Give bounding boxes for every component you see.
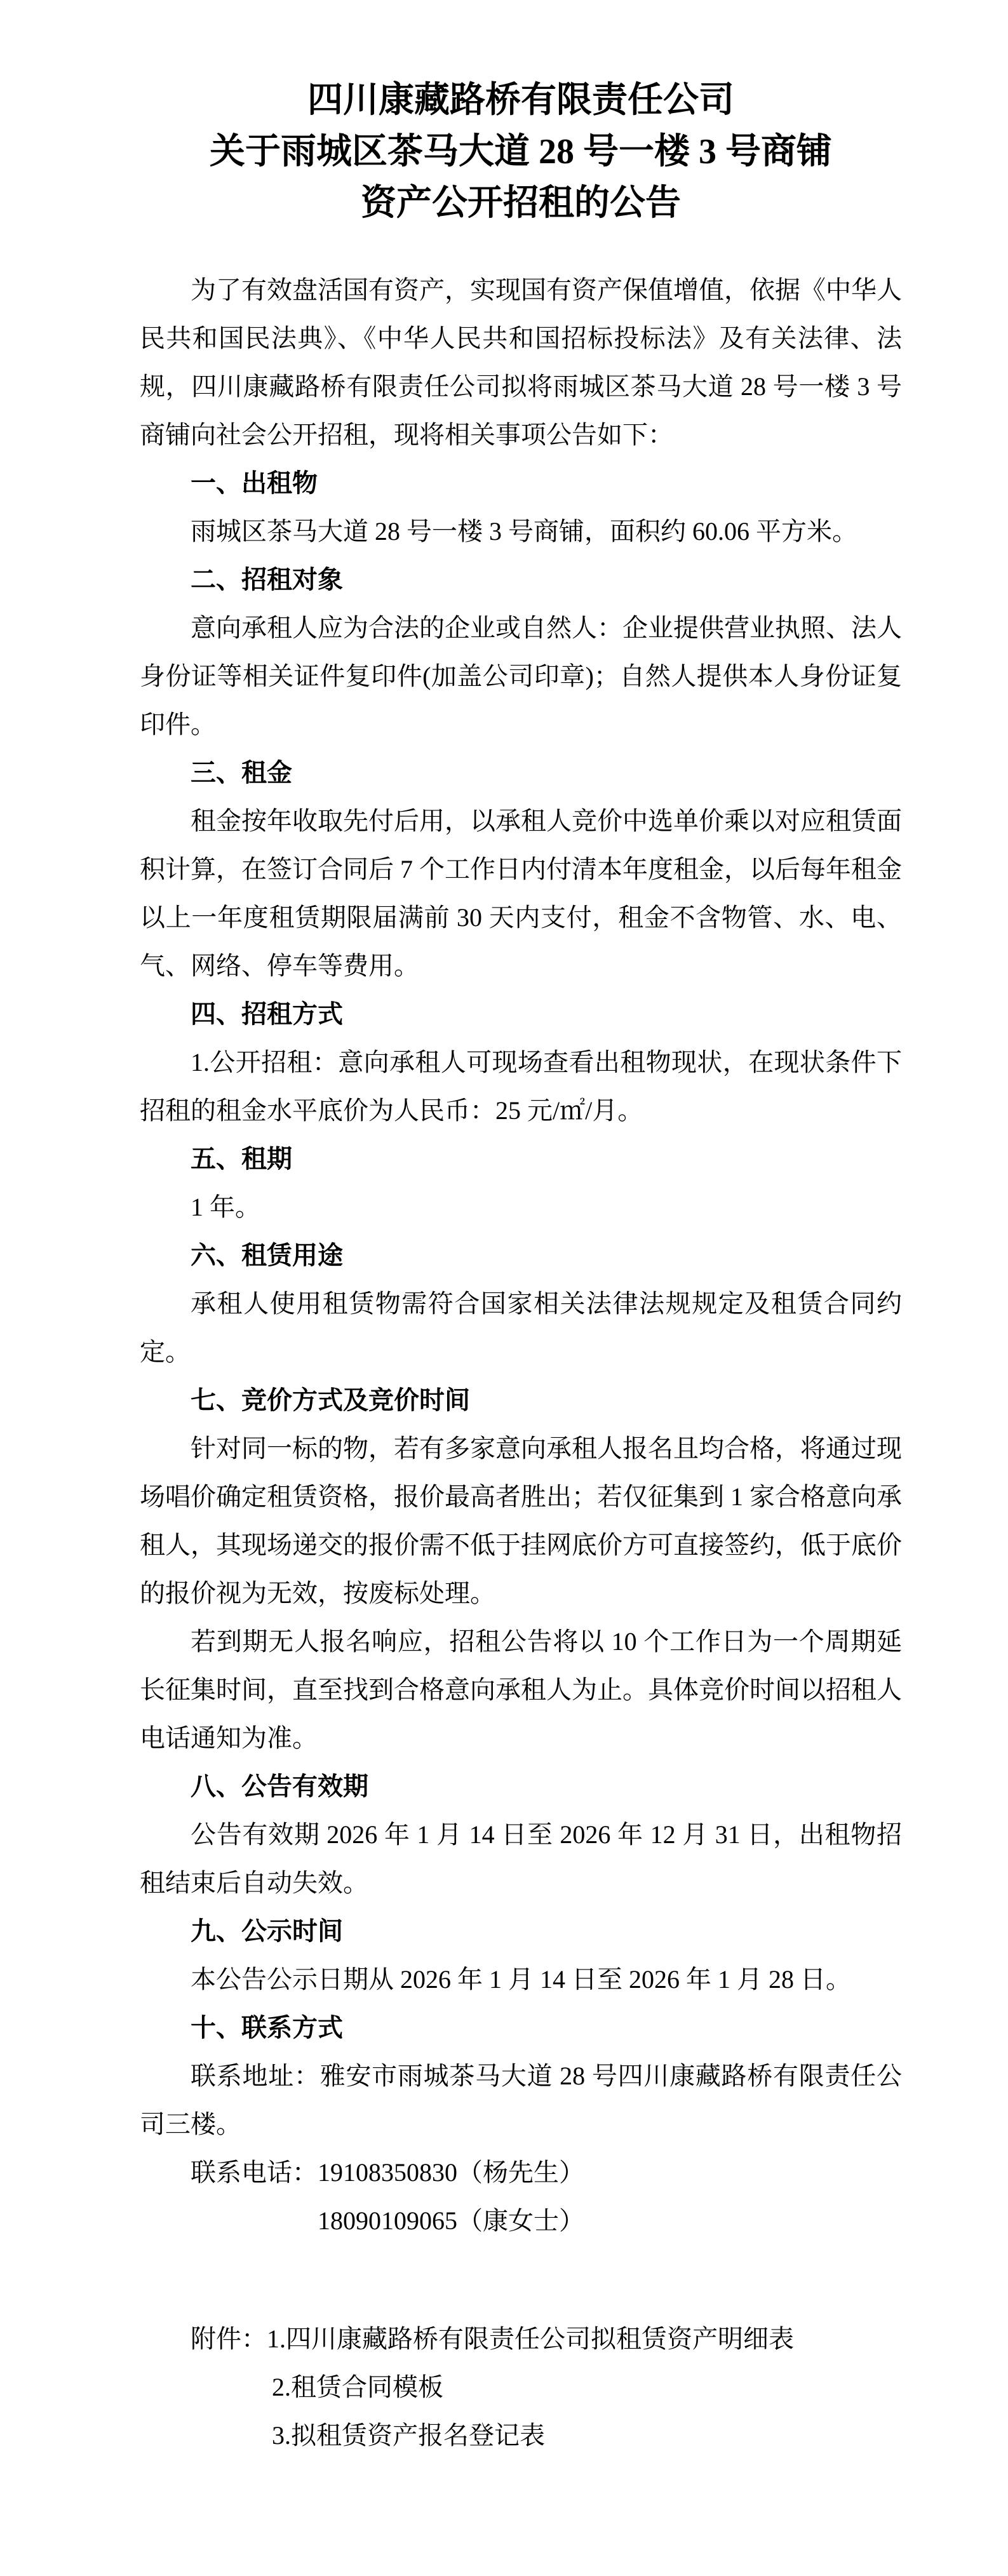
section-heading-lease-term: 五、租期: [191, 1145, 292, 1173]
intro-paragraph: 为了有效盘活国有资产，实现国有资产保值增值，依据《中华人民共和国民法典》、《中华人民共和国招标投标法》及有关法律、法规，四川康藏路桥有限责任公司拟将雨城区茶马大道 28 号一楼 3 号商铺向社会公开招租，现将相关事项公告如下：: [140, 276, 902, 449]
section-paragraph-lease-use: 承租人使用租赁物需符合国家相关法律法规规定及租赁合同约定。: [140, 1289, 902, 1366]
section-heading-publicity-period: 九、公示时间: [191, 1917, 343, 1945]
section-paragraph-validity-period: 公告有效期 2026 年 1 月 14 日至 2026 年 12 月 31 日，出租物招租结束后自动失效。: [140, 1820, 902, 1897]
section-heading-rental-method: 四、招租方式: [191, 1000, 343, 1028]
contact-address-line: 联系地址：雅安市雨城茶马大道 28 号四川康藏路桥有限责任公司三楼。: [140, 2062, 902, 2138]
section-heading-validity-period: 八、公告有效期: [191, 1773, 368, 1801]
attachment-line-2: 2.租赁合同模板: [272, 2373, 443, 2401]
title-line-type: 资产公开招租的公告: [361, 184, 681, 223]
attachments-label: 附件：: [191, 2324, 267, 2353]
attachment-line-3: 3.拟租赁资产报名登记表: [272, 2421, 545, 2450]
section-heading-rent: 三、租金: [191, 759, 292, 787]
document-title: [140, 75, 902, 229]
section-paragraph-target-tenants: 意向承租人应为合法的企业或自然人：企业提供营业执照、法人身份证等相关证件复印件(加盖公司印章)；自然人提供本人身份证复印件。: [140, 614, 902, 739]
section-paragraph-publicity-period: 本公告公示日期从 2026 年 1 月 14 日至 2026 年 1 月 28 日。: [191, 1965, 851, 1994]
section-paragraph-bidding-2: 若到期无人报名响应，招租公告将以 10 个工作日为一个周期延长征集时间，直至找到合格意向承租人为止。具体竞价时间以招租人电话通知为准。: [140, 1627, 902, 1752]
section-heading-rental-object: 一、出租物: [191, 469, 318, 497]
contact-phone-1: 联系电话：19108350830（杨先生）: [191, 2158, 584, 2187]
attachment-line-1: [140, 2315, 902, 2363]
section-heading-bidding: 七、竞价方式及竞价时间: [191, 1386, 470, 1414]
attachment-item-1: 1.四川康藏路桥有限责任公司拟租赁资产明细表: [267, 2324, 794, 2353]
section-paragraph-lease-term: 1 年。: [191, 1193, 260, 1221]
section-paragraph-rental-method: 1.公开招租：意向承租人可现场查看出租物现状，在现状条件下招租的租金水平底价为人民币：25 元/㎡/月。: [140, 1048, 902, 1125]
contact-phone-2: 18090109065（康女士）: [318, 2206, 584, 2235]
section-heading-contact: 十、联系方式: [191, 2014, 343, 2042]
section-heading-lease-use: 六、租赁用途: [191, 1242, 343, 1270]
title-line-company: 四川康藏路桥有限责任公司: [307, 81, 734, 120]
section-heading-target-tenants: 二、招租对象: [191, 566, 343, 594]
section-paragraph-bidding-1: 针对同一标的物，若有多家意向承租人报名且均合格，将通过现场唱价确定租赁资格，报价最高者胜出；若仅征集到 1 家合格意向承租人，其现场递交的报价需不低于挂网底价方可直接签约，低于底价的报价视为无效，按废标处理。: [140, 1434, 902, 1607]
section-paragraph-rental-object: 雨城区茶马大道 28 号一楼 3 号商铺，面积约 60.06 平方米。: [191, 517, 857, 546]
section-paragraph-rent: 租金按年收取先付后用，以承租人竞价中选单价乘以对应租赁面积计算，在签订合同后 7 个工作日内付清本年度租金，以后每年租金以上一年度租赁期限届满前 30 天内支付，租金不含物管、水、电、气、网络、停车等费用。: [140, 807, 902, 980]
title-line-subject: 关于雨城区茶马大道 28 号一楼 3 号商铺: [210, 132, 832, 171]
attachments-block: [140, 2315, 902, 2460]
